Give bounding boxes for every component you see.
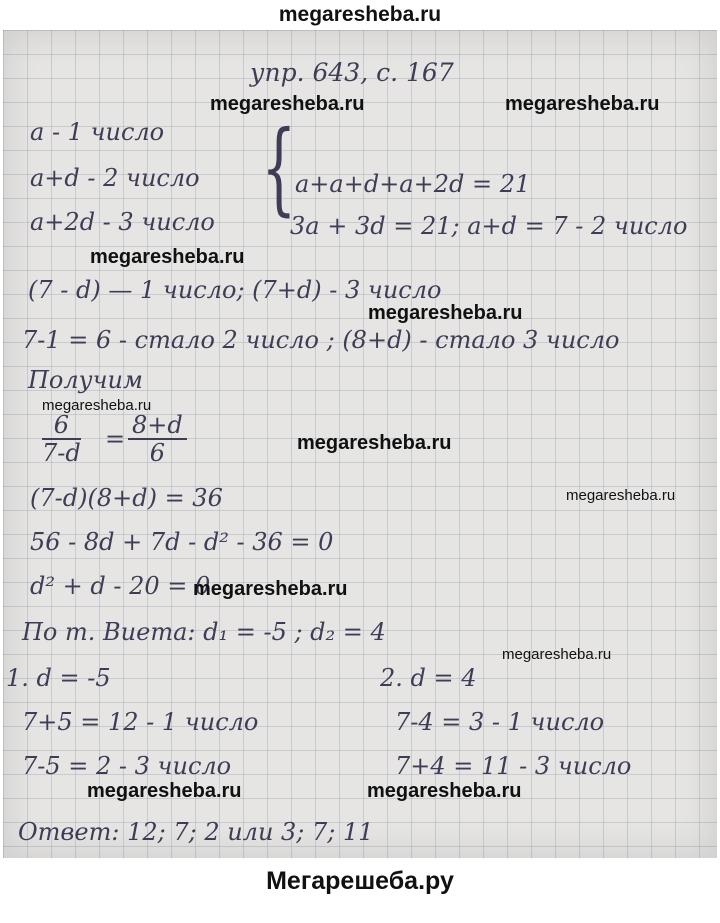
watermark: megaresheba.ru <box>210 93 365 115</box>
system-equation-1: a+a+d+a+2d = 21 <box>295 170 531 198</box>
watermark: megaresheba.ru <box>368 302 523 324</box>
definition-2: a+d - 2 число <box>30 164 200 192</box>
fraction-right-denominator: 6 <box>149 439 166 467</box>
watermark: megaresheba.ru <box>502 646 612 663</box>
definition-1: a - 1 число <box>30 118 165 146</box>
answer-line: Ответ: 12; 7; 2 или 3; 7; 11 <box>18 818 374 846</box>
new-numbers-line: 7-1 = 6 - стало 2 число ; (8+d) - стало 3 число <box>22 326 620 354</box>
obtain-label: Получим <box>28 366 143 394</box>
vieta-roots: По т. Виета: d₁ = -5 ; d₂ = 4 <box>22 618 386 646</box>
fraction-left-denominator: 7-d <box>42 439 81 467</box>
case-1-first: 7+5 = 12 - 1 число <box>22 708 259 736</box>
case-1-title: 1. d = -5 <box>6 664 111 692</box>
watermark: megaresheba.ru <box>87 780 242 802</box>
site-footer: Мегарешеба.ру <box>266 867 454 895</box>
watermark: megaresheba.ru <box>367 780 522 802</box>
exercise-title: упр. 643, с. 167 <box>250 58 454 87</box>
watermark: megaresheba.ru <box>193 578 348 600</box>
case-1-third: 7-5 = 2 - 3 число <box>22 752 232 780</box>
site-header: megaresheba.ru <box>278 3 442 26</box>
quadratic-equation: d² + d - 20 = 0 <box>30 572 211 600</box>
fraction-left-numerator: 6 <box>42 412 81 440</box>
fraction-right <box>128 412 187 466</box>
expanded-equation: 56 - 8d + 7d - d² - 36 = 0 <box>30 528 334 556</box>
fraction-equals: = <box>105 425 126 453</box>
system-equation-2: 3a + 3d = 21; a+d = 7 - 2 число <box>290 212 688 240</box>
watermark: megaresheba.ru <box>505 93 660 115</box>
case-2-first: 7-4 = 3 - 1 число <box>395 708 605 736</box>
case-2-title: 2. d = 4 <box>380 664 477 692</box>
numbers-expression: (7 - d) — 1 число; (7+d) - 3 число <box>28 276 442 304</box>
definition-3: a+2d - 3 число <box>30 208 215 236</box>
fraction-left <box>42 412 81 466</box>
watermark: megaresheba.ru <box>90 246 245 268</box>
case-2-third: 7+4 = 11 - 3 число <box>395 752 632 780</box>
fraction-right-numerator: 8+d <box>128 412 187 440</box>
watermark: megaresheba.ru <box>566 487 676 504</box>
watermark: megaresheba.ru <box>297 432 452 454</box>
watermark: megaresheba.ru <box>42 397 152 414</box>
system-brace: { <box>261 109 297 226</box>
product-equation: (7-d)(8+d) = 36 <box>30 484 223 512</box>
